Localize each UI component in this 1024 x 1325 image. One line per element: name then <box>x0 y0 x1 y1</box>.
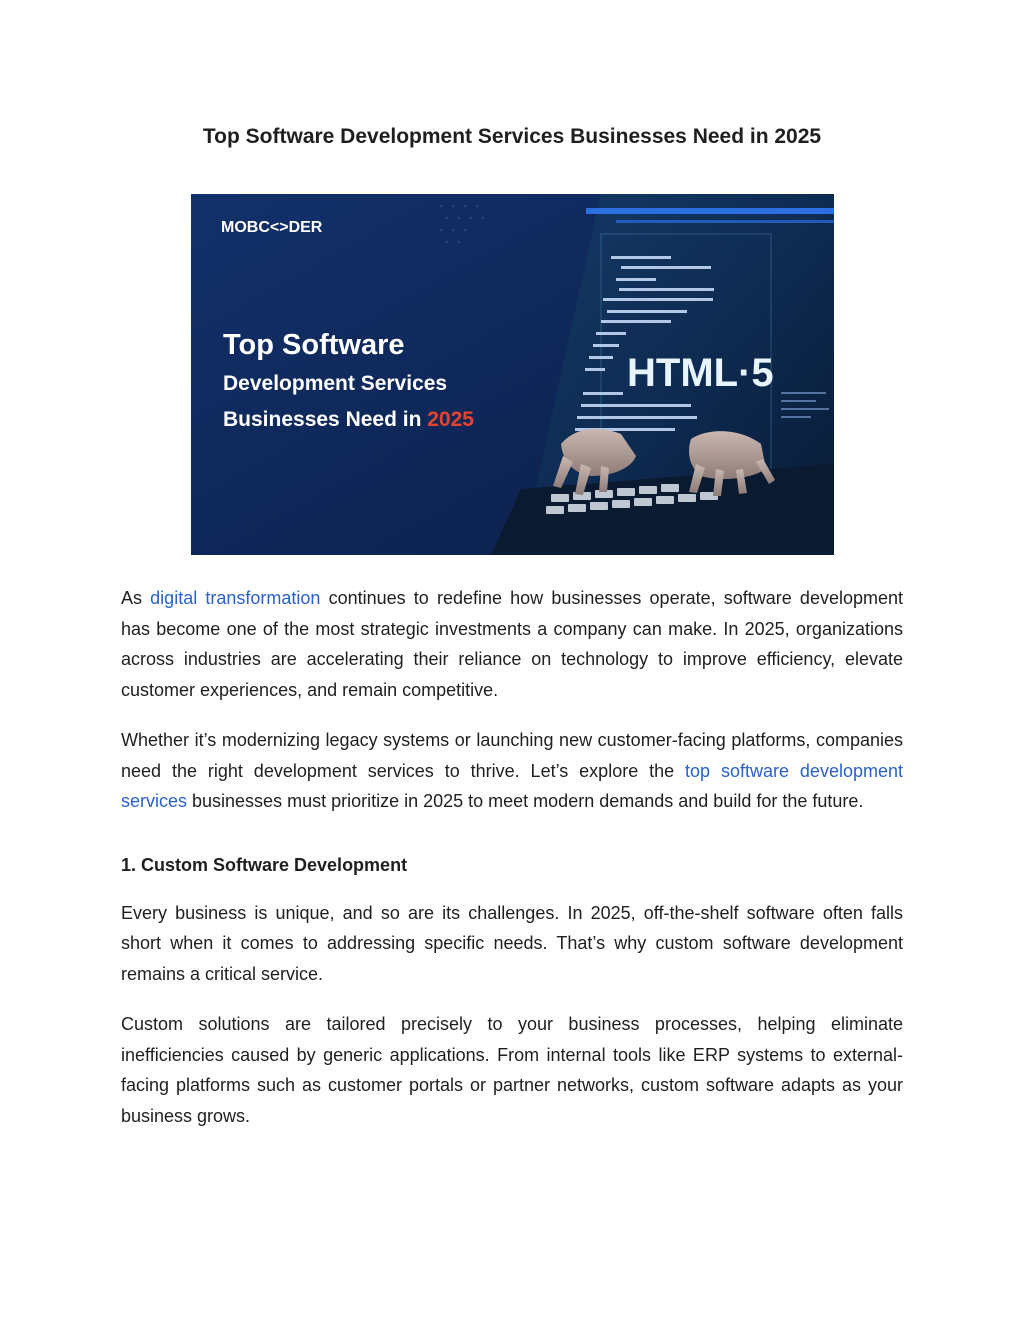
section-heading-custom-software: 1. Custom Software Development <box>121 854 408 875</box>
banner-headline-prefix: Businesses Need in <box>223 408 428 431</box>
intro-p2-after: businesses must prioritize in 2025 to meet modern demands and build for the future. <box>187 791 864 811</box>
intro-paragraph-1 <box>121 583 903 705</box>
digital-transformation-link[interactable]: digital transformation <box>150 588 321 608</box>
banner-headline-line3 <box>223 408 474 431</box>
banner-headline-line1: Top Software <box>223 329 405 361</box>
intro-p2-before: Whether it’s modernizing legacy systems or launching new customer-facing platforms, companies need the right development services to thrive. Let’s explore the <box>121 730 903 781</box>
mobcoder-logo <box>221 219 323 236</box>
banner-headline-line2: Development Services <box>223 372 448 395</box>
logo-text: MOBC<>DER <box>221 219 323 236</box>
article-body <box>121 583 903 1131</box>
section1-paragraph-2: Custom solutions are tailored precisely to your business processes, helping eliminate inefficiencies caused by generic applications. From internal tools like ERP systems to external-facing platforms such as customer portals or partner networks, custom software adapts as your business grows. <box>121 1014 903 1126</box>
top-software-development-services-link[interactable]: top software development services <box>121 760 903 811</box>
section1-paragraph-1: Every business is unique, and so are its challenges. In 2025, off-the-shelf software often falls short when it comes to addressing specific needs. That’s why custom software development remains a critical service. <box>121 902 903 984</box>
document-title: Top Software Development Services Businesses Need in 2025 <box>202 125 822 148</box>
banner-headline-year: 2025 <box>427 408 474 431</box>
hero-banner-image <box>191 194 834 555</box>
html5-badge-text: HTML·5 <box>627 351 774 395</box>
intro-paragraph-2 <box>121 725 903 817</box>
intro-p1-before: As <box>121 588 151 608</box>
intro-p1-after: continues to redefine how businesses operate, software development has become one of the most strategic investments a company can make. In 2025, organizations across industries are accelerating their reliance on technology to improve efficiency, elevate customer experiences, and remain competitive. <box>121 588 904 700</box>
